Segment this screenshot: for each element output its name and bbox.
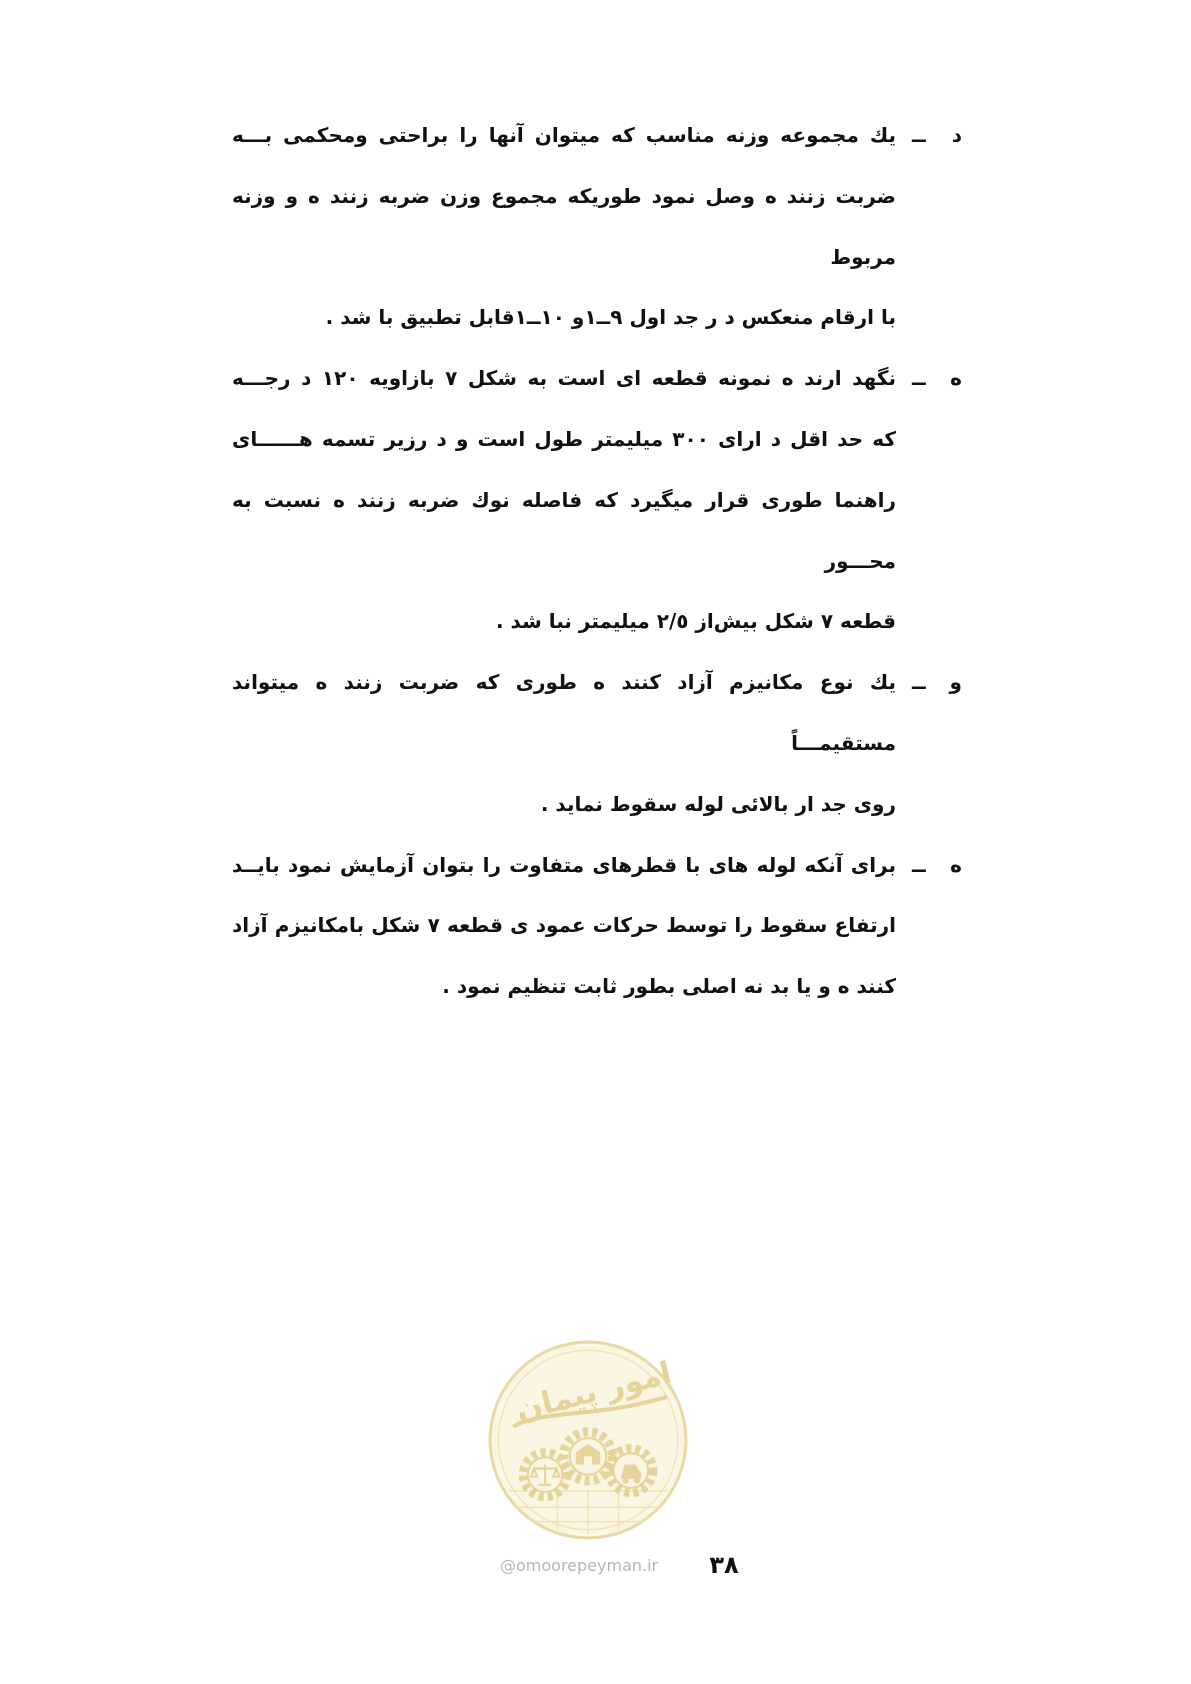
clause-line: [232, 287, 896, 348]
clause-line-text: با ارقام منعکس د ر جد اول ۹ــ۱و ۱۰ــ۱قابل تطبیق با شد .: [325, 305, 896, 330]
clause-dal: [232, 105, 962, 348]
clause-line: [232, 895, 896, 956]
watermark-handle: @omoorepeyman.ir: [500, 1556, 659, 1575]
clause-line-text: روی جد ار بالائی لوله سقوط نماید .: [540, 791, 896, 816]
clause-line: [232, 956, 896, 1017]
clause-line-text: کنند ه و یا بد نه اصلی بطور ثابت تنظیم نمود .: [442, 974, 896, 999]
clause-line: [232, 835, 962, 896]
clause-line-text: ضربت زنند ه وصل نمود طوریکه مجموع وزن ضربه زنند ه و وزنه مربوط: [232, 183, 896, 269]
clause-he: [232, 348, 962, 652]
clause-line: [232, 470, 896, 592]
page-number: ۳۸: [709, 1551, 739, 1579]
clause-line-text: یك نوع مکانیزم آزاد کنند ه طوری که ضربت زنند ه میتواند مستقیمـــاً: [232, 670, 896, 755]
clause-line: [232, 105, 962, 166]
clause-label: و ــ: [912, 670, 962, 695]
clause-vav: [232, 652, 962, 834]
clause-line-text: یك مجموعه وزنه مناسب که میتوان آنها را براحتی ومحکمی بـــه: [232, 123, 896, 147]
clause-line: [232, 591, 896, 652]
clause-line-text: راهنما طوری قرار میگیرد که فاصله نوك ضربه زنند ه نسبت به محـــور: [232, 487, 896, 573]
clause-line-text: قطعه ۷ شکل بیش‌از ۲/٥ میلیمتر نبا شد .: [495, 609, 896, 634]
clause-line-text: برای آنکه لوله های با قطرهای متفاوت را بتوان آزمایش نمود بایــد: [232, 852, 896, 877]
clause-label: د ــ: [912, 123, 962, 147]
clause-line: [232, 774, 896, 835]
clause-label: ه ــ: [912, 852, 962, 877]
clause-line: [232, 348, 962, 409]
clause-label: ه ــ: [912, 366, 962, 391]
clause-line-text: که حد اقل د ارای ۳۰۰ میلیمتر طول است و د رزیر تسمه هــــــای: [232, 426, 897, 451]
clause-line: [232, 652, 962, 774]
clause-line-text: ارتفاع سقوط را توسط حرکات عمود ی قطعه ۷ شکل بامکانیزم آزاد: [232, 913, 896, 938]
clause-line-text: نگهد ارند ه نمونه قطعه ای است به شکل ۷ بازاویه ۱۲۰ د رجـــه: [232, 366, 896, 391]
clause-line: [232, 409, 896, 470]
logo-text: امور پیمان: [512, 1355, 676, 1429]
clause-line: [232, 166, 896, 288]
clause-he-second: [232, 835, 962, 1017]
document-body: [232, 105, 962, 1017]
watermark-logo: [486, 1338, 690, 1542]
